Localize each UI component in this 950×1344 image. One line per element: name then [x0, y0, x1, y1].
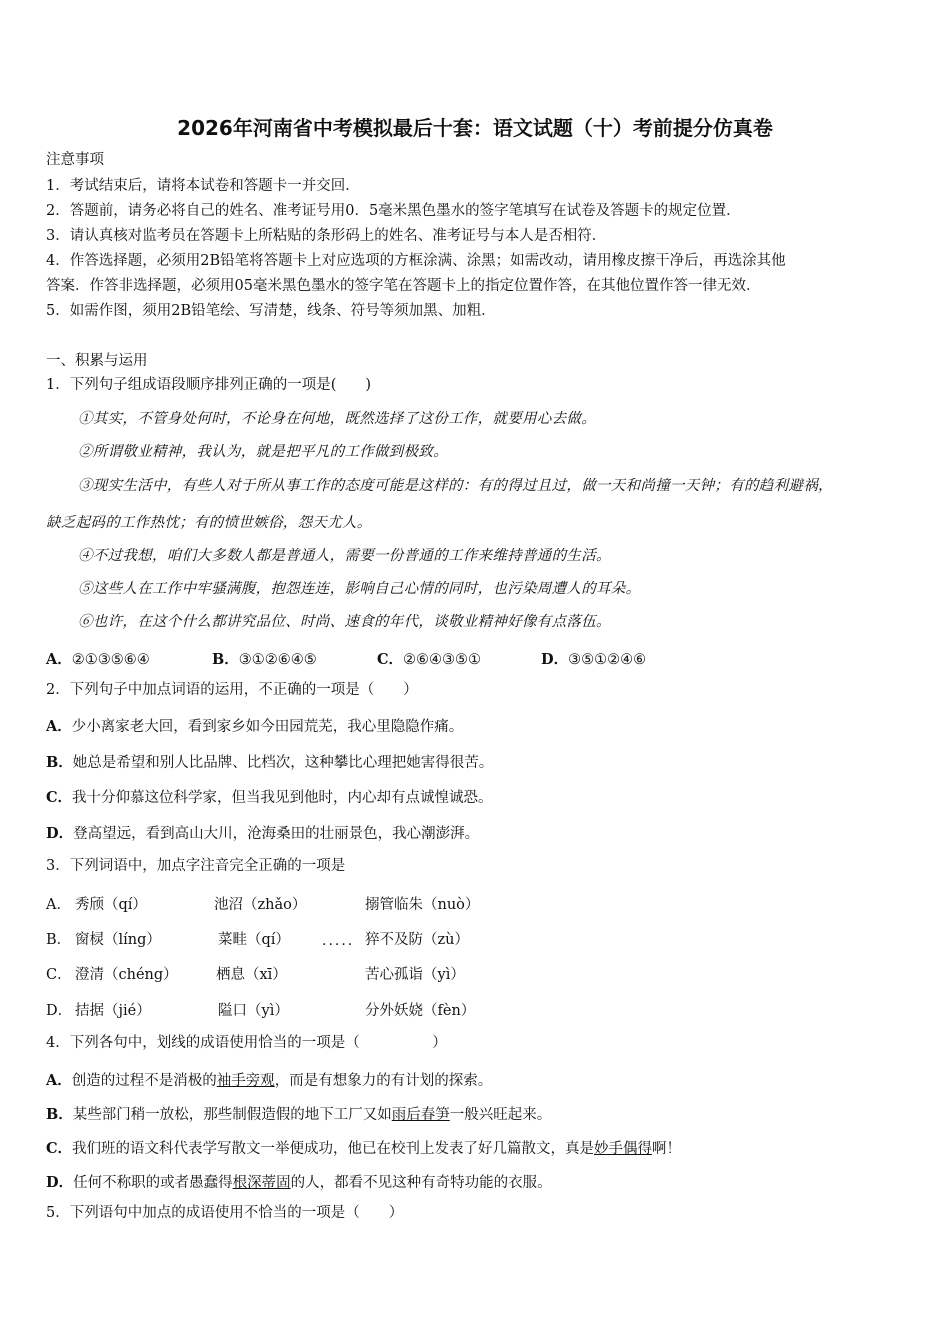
- q1-option-c: [377, 648, 481, 669]
- q3-option-d-col3: 分外妖娆（fèn）: [365, 1003, 476, 1019]
- underlined-idiom: 根深蒂固: [232, 1175, 291, 1191]
- underlined-idiom: 袖手旁观: [216, 1073, 275, 1089]
- option-letter: A．: [46, 651, 72, 668]
- q3-option-b-col2: 菜畦（qí）: [218, 932, 290, 948]
- emphasis-dots: .....: [322, 933, 355, 949]
- option-letter: C．: [377, 651, 404, 668]
- notice-item: 答案．作答非选择题，必须用05毫米黑色墨水的签字笔在答题卡上的指定位置作答，在其他位置作答一律无效．: [46, 278, 761, 294]
- option-text: 啊！: [652, 1141, 682, 1157]
- option-text: 任何不称职的或者愚蠢得: [73, 1175, 233, 1191]
- q3-option-c-col1: 澄清（chéng）: [75, 967, 178, 983]
- option-text: ③⑤①②④⑥: [568, 652, 647, 668]
- option-text: ，而是有想象力的有计划的探索。: [274, 1073, 493, 1089]
- section-heading: 一、积累与运用: [46, 353, 148, 369]
- q3-option-c-col2: 栖息（xī）: [216, 967, 287, 983]
- underlined-idiom: 妙手偶得: [594, 1141, 653, 1157]
- option-letter: D．: [541, 651, 569, 668]
- option-text: ②⑥④③⑤①: [403, 652, 482, 668]
- question-4-stem: 4．下列各句中，划线的成语使用恰当的一项是（ ）: [46, 1035, 447, 1051]
- option-letter: B．: [46, 754, 73, 771]
- q4-option-b: [46, 1103, 551, 1124]
- q3-option-a-col1: 秀颀（qí）: [75, 897, 147, 913]
- option-letter: C．: [46, 1140, 73, 1157]
- q1-sentence: 缺乏起码的工作热忱；有的愤世嫉俗，怨天尤人。: [46, 515, 372, 531]
- option-text: ③①②⑥④⑤: [238, 652, 317, 668]
- q1-sentence: ⑤这些人在工作中牢骚满腹，抱怨连连，影响自己心情的同时，也污染周遭人的耳朵。: [78, 581, 641, 597]
- option-letter: D．: [46, 1174, 74, 1191]
- q1-option-b: [212, 648, 317, 669]
- q2-option-b: [46, 751, 493, 772]
- q4-option-a: [46, 1069, 492, 1090]
- option-text: 一般兴旺起来。: [449, 1107, 552, 1123]
- question-5-stem: 5．下列语句中加点的成语使用不恰当的一项是（ ）: [46, 1205, 404, 1221]
- q3-option-c-letter: C．: [46, 967, 72, 983]
- underlined-idiom: 雨后春笋: [391, 1107, 450, 1123]
- q1-sentence: ③现实生活中，有些人对于所从事工作的态度可能是这样的：有的得过且过，做一天和尚撞一天钟；有的趋利避祸，: [78, 478, 833, 494]
- notice-item: 1．考试结束后，请将本试卷和答题卡一并交回．: [46, 178, 360, 194]
- question-3-stem: 3．下列词语中，加点字注音完全正确的一项是: [46, 858, 346, 874]
- question-1-stem: 1．下列句子组成语段顺序排列正确的一项是( ): [46, 377, 372, 393]
- option-letter: A．: [46, 1072, 72, 1089]
- option-text: 登高望远，看到高山大川，沧海桑田的壮丽景色，我心潮澎湃。: [73, 826, 480, 842]
- q3-option-a-letter: A．: [46, 897, 71, 913]
- option-text: 我十分仰慕这位科学家，但当我见到他时，内心却有点诚惶诚恐。: [72, 790, 493, 806]
- q1-option-d: [541, 648, 646, 669]
- q1-sentence: ⑥也许，在这个什么都讲究品位、时尚、速食的年代，谈敬业精神好像有点落伍。: [78, 614, 611, 630]
- option-letter: A．: [46, 718, 72, 735]
- q4-option-d: [46, 1171, 552, 1192]
- q3-option-a-col2: 池沼（zhǎo）: [214, 897, 307, 913]
- notice-item: 3．请认真核对监考员在答题卡上所粘贴的条形码上的姓名、准考证号与本人是否相符．: [46, 228, 607, 244]
- q3-option-c-col3: 苦心孤诣（yì）: [365, 967, 465, 983]
- q1-sentence: ④不过我想，咱们大多数人都是普通人，需要一份普通的工作来维持普通的生活。: [78, 548, 611, 564]
- q1-sentence: ①其实，不管身处何时，不论身在何地，既然选择了这份工作，就要用心去做。: [78, 411, 596, 427]
- q3-option-b-col1: 窗棂（líng）: [75, 932, 161, 948]
- q2-option-a: [46, 715, 463, 736]
- question-2-stem: 2．下列句子中加点词语的运用，不正确的一项是（ ）: [46, 682, 418, 698]
- option-text: ②①③⑤⑥④: [71, 652, 150, 668]
- q2-option-c: [46, 786, 493, 807]
- q3-option-b-col3: 猝不及防（zù）: [365, 932, 469, 948]
- option-letter: B．: [46, 1106, 73, 1123]
- q2-option-d: [46, 822, 479, 843]
- option-text: 的人，都看不见这种有奇特功能的衣服。: [290, 1175, 552, 1191]
- q3-option-d-col2: 隘口（yì）: [218, 1003, 289, 1019]
- q3-option-d-col1: 拮据（jié）: [75, 1003, 151, 1019]
- option-letter: D．: [46, 825, 74, 842]
- option-letter: C．: [46, 789, 73, 806]
- q4-option-c: [46, 1137, 681, 1158]
- option-text: 她总是希望和别人比品牌、比档次，这种攀比心理把她害得很苦。: [72, 755, 494, 771]
- q1-sentence: ②所谓敬业精神，我认为，就是把平凡的工作做到极致。: [78, 444, 448, 460]
- option-letter: B．: [212, 651, 239, 668]
- q3-option-d-letter: D．: [46, 1003, 73, 1019]
- notice-item: 5．如需作图，须用2B铅笔绘、写清楚，线条、符号等须加黑、加粗．: [46, 303, 496, 319]
- page-title: 2026年河南省中考模拟最后十套：语文试题（十）考前提分仿真卷: [177, 116, 773, 140]
- notice-heading: 注意事项: [46, 152, 104, 168]
- q1-option-a: [46, 648, 150, 669]
- q3-option-a-col3: 搦管临朱（nuò）: [365, 897, 480, 913]
- option-text: 我们班的语文科代表学写散文一举便成功，他已在校刊上发表了好几篇散文，真是: [72, 1141, 595, 1157]
- option-text: 某些部门稍一放松，那些制假造假的地下工厂又如: [72, 1107, 392, 1123]
- notice-item: 4．作答选择题，必须用2B铅笔将答题卡上对应选项的方框涂满、涂黑；如需改动，请用橡皮擦干净后，再选涂其他: [46, 253, 786, 269]
- option-text: 创造的过程不是消极的: [71, 1073, 217, 1089]
- option-text: 少小离家老大回，看到家乡如今田园荒芜，我心里隐隐作痛。: [71, 719, 464, 735]
- notice-item: 2．答题前，请务必将自己的姓名、准考证号用0．5毫米黑色墨水的签字笔填写在试卷及答题卡的规定位置．: [46, 203, 741, 219]
- q3-option-b-letter: B．: [46, 932, 72, 948]
